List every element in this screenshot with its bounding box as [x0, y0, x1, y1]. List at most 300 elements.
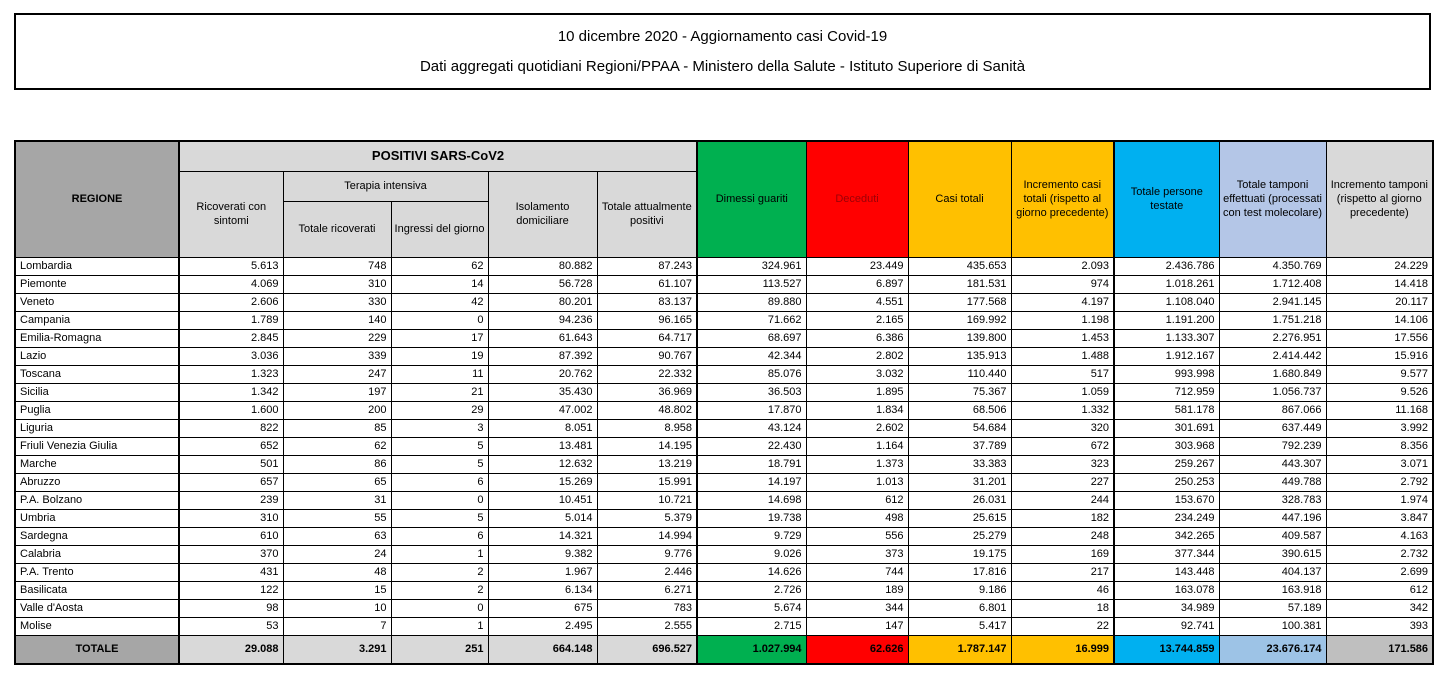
- cell-deceduti: 1.013: [806, 473, 908, 491]
- cell-totale-tamponi-effettuati: 1.680.849: [1219, 365, 1326, 383]
- cell-incremento-tamponi: 4.163: [1326, 527, 1433, 545]
- cell-dimessi-guariti: 324.961: [697, 257, 806, 275]
- cell-incremento-tamponi: 8.356: [1326, 437, 1433, 455]
- cell-ricoverati-con-sintomi: 652: [179, 437, 283, 455]
- cell-isolamento-domiciliare: 8.051: [488, 419, 597, 437]
- cell-incremento-casi-totali: 974: [1011, 275, 1114, 293]
- cell-deceduti: 1.834: [806, 401, 908, 419]
- region-name: Lombardia: [15, 257, 179, 275]
- cell-deceduti: 2.165: [806, 311, 908, 329]
- cell-terapia-totale-ricoverati: 229: [283, 329, 391, 347]
- title-box: [14, 13, 1431, 90]
- totale-totale-attualmente-positivi: 696.527: [597, 635, 697, 664]
- cell-terapia-ingressi-del-giorno: 1: [391, 545, 488, 563]
- cell-incremento-tamponi: 24.229: [1326, 257, 1433, 275]
- table-row: [15, 617, 1433, 635]
- cell-deceduti: 6.897: [806, 275, 908, 293]
- cell-terapia-ingressi-del-giorno: 62: [391, 257, 488, 275]
- region-name: P.A. Bolzano: [15, 491, 179, 509]
- region-name: Lazio: [15, 347, 179, 365]
- table-row: [15, 365, 1433, 383]
- cell-totale-tamponi-effettuati: 867.066: [1219, 401, 1326, 419]
- cell-incremento-casi-totali: 4.197: [1011, 293, 1114, 311]
- cell-totale-tamponi-effettuati: 57.189: [1219, 599, 1326, 617]
- cell-isolamento-domiciliare: 2.495: [488, 617, 597, 635]
- cell-ricoverati-con-sintomi: 657: [179, 473, 283, 491]
- cell-totale-tamponi-effettuati: 2.941.145: [1219, 293, 1326, 311]
- cell-totale-attualmente-positivi: 48.802: [597, 401, 697, 419]
- cell-totale-attualmente-positivi: 64.717: [597, 329, 697, 347]
- cell-totale-persone-testate: 712.959: [1114, 383, 1219, 401]
- cell-totale-tamponi-effettuati: 2.414.442: [1219, 347, 1326, 365]
- cell-incremento-casi-totali: 22: [1011, 617, 1114, 635]
- totale-totale-persone-testate: 13.744.859: [1114, 635, 1219, 664]
- cell-totale-attualmente-positivi: 96.165: [597, 311, 697, 329]
- cell-incremento-casi-totali: 217: [1011, 563, 1114, 581]
- cell-totale-tamponi-effettuati: 792.239: [1219, 437, 1326, 455]
- cell-incremento-tamponi: 1.974: [1326, 491, 1433, 509]
- cell-totale-attualmente-positivi: 90.767: [597, 347, 697, 365]
- cell-dimessi-guariti: 18.791: [697, 455, 806, 473]
- cell-dimessi-guariti: 42.344: [697, 347, 806, 365]
- cell-casi-totali: 31.201: [908, 473, 1011, 491]
- table-row: [15, 581, 1433, 599]
- cell-terapia-ingressi-del-giorno: 19: [391, 347, 488, 365]
- cell-dimessi-guariti: 14.698: [697, 491, 806, 509]
- cell-terapia-totale-ricoverati: 748: [283, 257, 391, 275]
- cell-terapia-ingressi-del-giorno: 6: [391, 527, 488, 545]
- cell-dimessi-guariti: 89.880: [697, 293, 806, 311]
- cell-totale-tamponi-effettuati: 4.350.769: [1219, 257, 1326, 275]
- cell-dimessi-guariti: 14.626: [697, 563, 806, 581]
- col-header-totale-tamponi: Totale tamponi effettuati (processati con test molecolare): [1219, 141, 1326, 257]
- cell-totale-attualmente-positivi: 10.721: [597, 491, 697, 509]
- cell-incremento-casi-totali: 320: [1011, 419, 1114, 437]
- totale-deceduti: 62.626: [806, 635, 908, 664]
- cell-isolamento-domiciliare: 80.882: [488, 257, 597, 275]
- cell-terapia-ingressi-del-giorno: 29: [391, 401, 488, 419]
- cell-deceduti: 4.551: [806, 293, 908, 311]
- col-header-totale-attualmente-positivi: Totale attualmente positivi: [597, 171, 697, 257]
- cell-totale-persone-testate: 163.078: [1114, 581, 1219, 599]
- cell-casi-totali: 25.279: [908, 527, 1011, 545]
- cell-terapia-totale-ricoverati: 85: [283, 419, 391, 437]
- cell-casi-totali: 25.615: [908, 509, 1011, 527]
- cell-casi-totali: 169.992: [908, 311, 1011, 329]
- col-header-totale-ricoverati: Totale ricoverati: [283, 201, 391, 257]
- cell-ricoverati-con-sintomi: 1.342: [179, 383, 283, 401]
- cell-terapia-ingressi-del-giorno: 2: [391, 581, 488, 599]
- cell-incremento-casi-totali: 1.332: [1011, 401, 1114, 419]
- region-name: Basilicata: [15, 581, 179, 599]
- cell-incremento-casi-totali: 1.488: [1011, 347, 1114, 365]
- cell-incremento-tamponi: 2.792: [1326, 473, 1433, 491]
- cell-deceduti: 556: [806, 527, 908, 545]
- cell-totale-attualmente-positivi: 2.446: [597, 563, 697, 581]
- region-name: Toscana: [15, 365, 179, 383]
- col-group-terapia-intensiva: Terapia intensiva: [283, 171, 488, 201]
- cell-deceduti: 2.802: [806, 347, 908, 365]
- cell-isolamento-domiciliare: 9.382: [488, 545, 597, 563]
- cell-terapia-totale-ricoverati: 62: [283, 437, 391, 455]
- cell-dimessi-guariti: 17.870: [697, 401, 806, 419]
- cell-terapia-totale-ricoverati: 24: [283, 545, 391, 563]
- cell-totale-persone-testate: 250.253: [1114, 473, 1219, 491]
- region-name: Emilia-Romagna: [15, 329, 179, 347]
- cell-totale-attualmente-positivi: 783: [597, 599, 697, 617]
- totale-incremento-tamponi: 171.586: [1326, 635, 1433, 664]
- cell-terapia-ingressi-del-giorno: 0: [391, 491, 488, 509]
- cell-terapia-totale-ricoverati: 7: [283, 617, 391, 635]
- cell-casi-totali: 19.175: [908, 545, 1011, 563]
- cell-terapia-totale-ricoverati: 10: [283, 599, 391, 617]
- cell-terapia-ingressi-del-giorno: 14: [391, 275, 488, 293]
- table-row: [15, 419, 1433, 437]
- table-row: [15, 257, 1433, 275]
- region-name: Veneto: [15, 293, 179, 311]
- table-row: [15, 599, 1433, 617]
- cell-totale-attualmente-positivi: 5.379: [597, 509, 697, 527]
- cell-totale-attualmente-positivi: 8.958: [597, 419, 697, 437]
- cell-terapia-totale-ricoverati: 86: [283, 455, 391, 473]
- cell-totale-attualmente-positivi: 13.219: [597, 455, 697, 473]
- cell-deceduti: 6.386: [806, 329, 908, 347]
- cell-incremento-tamponi: 612: [1326, 581, 1433, 599]
- cell-ricoverati-con-sintomi: 1.789: [179, 311, 283, 329]
- cell-incremento-tamponi: 9.526: [1326, 383, 1433, 401]
- cell-incremento-tamponi: 3.071: [1326, 455, 1433, 473]
- cell-terapia-totale-ricoverati: 339: [283, 347, 391, 365]
- cell-isolamento-domiciliare: 5.014: [488, 509, 597, 527]
- cell-ricoverati-con-sintomi: 2.606: [179, 293, 283, 311]
- cell-incremento-casi-totali: 1.198: [1011, 311, 1114, 329]
- table-row: [15, 509, 1433, 527]
- region-name: Umbria: [15, 509, 179, 527]
- table-row: [15, 383, 1433, 401]
- cell-totale-attualmente-positivi: 14.994: [597, 527, 697, 545]
- cell-incremento-tamponi: 11.168: [1326, 401, 1433, 419]
- cell-isolamento-domiciliare: 675: [488, 599, 597, 617]
- cell-terapia-totale-ricoverati: 65: [283, 473, 391, 491]
- table-row: [15, 473, 1433, 491]
- cell-dimessi-guariti: 14.197: [697, 473, 806, 491]
- title-line-2: Dati aggregati quotidiani Regioni/PPAA - Ministero della Salute - Istituto Superiore di Sanità: [419, 58, 1026, 75]
- cell-incremento-casi-totali: 323: [1011, 455, 1114, 473]
- cell-totale-persone-testate: 301.691: [1114, 419, 1219, 437]
- cell-dimessi-guariti: 5.674: [697, 599, 806, 617]
- cell-totale-tamponi-effettuati: 449.788: [1219, 473, 1326, 491]
- cell-dimessi-guariti: 22.430: [697, 437, 806, 455]
- cell-casi-totali: 54.684: [908, 419, 1011, 437]
- cell-ricoverati-con-sintomi: 822: [179, 419, 283, 437]
- cell-totale-attualmente-positivi: 9.776: [597, 545, 697, 563]
- cell-terapia-totale-ricoverati: 330: [283, 293, 391, 311]
- col-header-incremento-casi-totali: Incremento casi totali (rispetto al giorno precedente): [1011, 141, 1114, 257]
- cell-terapia-ingressi-del-giorno: 2: [391, 563, 488, 581]
- cell-deceduti: 744: [806, 563, 908, 581]
- title-line-1: 10 dicembre 2020 - Aggiornamento casi Covid-19: [557, 28, 888, 45]
- cell-incremento-casi-totali: 1.059: [1011, 383, 1114, 401]
- table-row: [15, 275, 1433, 293]
- cell-totale-persone-testate: 1.018.261: [1114, 275, 1219, 293]
- table-header: [15, 141, 1433, 257]
- cell-isolamento-domiciliare: 14.321: [488, 527, 597, 545]
- cell-terapia-totale-ricoverati: 55: [283, 509, 391, 527]
- cell-totale-tamponi-effettuati: 100.381: [1219, 617, 1326, 635]
- cell-ricoverati-con-sintomi: 3.036: [179, 347, 283, 365]
- region-name: P.A. Trento: [15, 563, 179, 581]
- cell-incremento-casi-totali: 227: [1011, 473, 1114, 491]
- cell-totale-tamponi-effettuati: 637.449: [1219, 419, 1326, 437]
- cell-incremento-tamponi: 14.106: [1326, 311, 1433, 329]
- cell-casi-totali: 6.801: [908, 599, 1011, 617]
- cell-isolamento-domiciliare: 1.967: [488, 563, 597, 581]
- region-name: Abruzzo: [15, 473, 179, 491]
- cell-terapia-ingressi-del-giorno: 11: [391, 365, 488, 383]
- cell-totale-tamponi-effettuati: 1.712.408: [1219, 275, 1326, 293]
- cell-casi-totali: 435.653: [908, 257, 1011, 275]
- cell-totale-persone-testate: 92.741: [1114, 617, 1219, 635]
- cell-casi-totali: 75.367: [908, 383, 1011, 401]
- cell-totale-attualmente-positivi: 36.969: [597, 383, 697, 401]
- region-name: Liguria: [15, 419, 179, 437]
- totale-isolamento-domiciliare: 664.148: [488, 635, 597, 664]
- cell-totale-persone-testate: 377.344: [1114, 545, 1219, 563]
- totale-row: [15, 635, 1433, 664]
- cell-isolamento-domiciliare: 94.236: [488, 311, 597, 329]
- cell-incremento-tamponi: 9.577: [1326, 365, 1433, 383]
- cell-totale-persone-testate: 993.998: [1114, 365, 1219, 383]
- col-header-casi-totali: Casi totali: [908, 141, 1011, 257]
- cell-terapia-totale-ricoverati: 140: [283, 311, 391, 329]
- cell-deceduti: 373: [806, 545, 908, 563]
- table-row: [15, 311, 1433, 329]
- cell-casi-totali: 37.789: [908, 437, 1011, 455]
- table-row: [15, 347, 1433, 365]
- cell-deceduti: 147: [806, 617, 908, 635]
- totale-terapia-ingressi-del-giorno: 251: [391, 635, 488, 664]
- cell-ricoverati-con-sintomi: 5.613: [179, 257, 283, 275]
- cell-casi-totali: 5.417: [908, 617, 1011, 635]
- cell-casi-totali: 33.383: [908, 455, 1011, 473]
- cell-terapia-ingressi-del-giorno: 5: [391, 455, 488, 473]
- cell-ricoverati-con-sintomi: 2.845: [179, 329, 283, 347]
- cell-deceduti: 498: [806, 509, 908, 527]
- cell-incremento-casi-totali: 1.453: [1011, 329, 1114, 347]
- totale-casi-totali: 1.787.147: [908, 635, 1011, 664]
- region-name: Piemonte: [15, 275, 179, 293]
- cell-deceduti: 3.032: [806, 365, 908, 383]
- totale-label: TOTALE: [15, 635, 179, 664]
- cell-incremento-casi-totali: 672: [1011, 437, 1114, 455]
- cell-dimessi-guariti: 85.076: [697, 365, 806, 383]
- cell-totale-persone-testate: 153.670: [1114, 491, 1219, 509]
- cell-incremento-tamponi: 15.916: [1326, 347, 1433, 365]
- cell-dimessi-guariti: 113.527: [697, 275, 806, 293]
- col-header-dimessi-guariti: Dimessi guariti: [697, 141, 806, 257]
- cell-totale-attualmente-positivi: 22.332: [597, 365, 697, 383]
- cell-deceduti: 1.164: [806, 437, 908, 455]
- cell-totale-persone-testate: 234.249: [1114, 509, 1219, 527]
- table-row: [15, 293, 1433, 311]
- col-header-deceduti: Deceduti: [806, 141, 908, 257]
- cell-isolamento-domiciliare: 56.728: [488, 275, 597, 293]
- cell-incremento-tamponi: 17.556: [1326, 329, 1433, 347]
- cell-terapia-ingressi-del-giorno: 42: [391, 293, 488, 311]
- cell-incremento-tamponi: 14.418: [1326, 275, 1433, 293]
- cell-incremento-casi-totali: 18: [1011, 599, 1114, 617]
- table-row: [15, 527, 1433, 545]
- col-header-ricoverati-con-sintomi: Ricoverati con sintomi: [179, 171, 283, 257]
- cell-ricoverati-con-sintomi: 53: [179, 617, 283, 635]
- cell-incremento-casi-totali: 182: [1011, 509, 1114, 527]
- cell-deceduti: 344: [806, 599, 908, 617]
- cell-incremento-casi-totali: 244: [1011, 491, 1114, 509]
- cell-casi-totali: 9.186: [908, 581, 1011, 599]
- cell-ricoverati-con-sintomi: 370: [179, 545, 283, 563]
- cell-totale-attualmente-positivi: 2.555: [597, 617, 697, 635]
- cell-totale-persone-testate: 342.265: [1114, 527, 1219, 545]
- totale-incremento-casi-totali: 16.999: [1011, 635, 1114, 664]
- cell-isolamento-domiciliare: 10.451: [488, 491, 597, 509]
- cell-totale-persone-testate: 34.989: [1114, 599, 1219, 617]
- region-name: Calabria: [15, 545, 179, 563]
- table-row: [15, 455, 1433, 473]
- table-row: [15, 545, 1433, 563]
- cell-ricoverati-con-sintomi: 4.069: [179, 275, 283, 293]
- cell-totale-persone-testate: 259.267: [1114, 455, 1219, 473]
- cell-casi-totali: 68.506: [908, 401, 1011, 419]
- cell-isolamento-domiciliare: 87.392: [488, 347, 597, 365]
- cell-totale-tamponi-effettuati: 1.056.737: [1219, 383, 1326, 401]
- cell-totale-persone-testate: 143.448: [1114, 563, 1219, 581]
- cell-totale-tamponi-effettuati: 409.587: [1219, 527, 1326, 545]
- cell-terapia-ingressi-del-giorno: 3: [391, 419, 488, 437]
- cell-deceduti: 1.895: [806, 383, 908, 401]
- cell-isolamento-domiciliare: 47.002: [488, 401, 597, 419]
- cell-terapia-totale-ricoverati: 63: [283, 527, 391, 545]
- cell-dimessi-guariti: 19.738: [697, 509, 806, 527]
- cell-casi-totali: 17.816: [908, 563, 1011, 581]
- cell-totale-tamponi-effettuati: 404.137: [1219, 563, 1326, 581]
- cell-incremento-tamponi: 342: [1326, 599, 1433, 617]
- cell-isolamento-domiciliare: 15.269: [488, 473, 597, 491]
- cell-deceduti: 23.449: [806, 257, 908, 275]
- table-body: [15, 257, 1433, 664]
- cell-isolamento-domiciliare: 6.134: [488, 581, 597, 599]
- cell-totale-tamponi-effettuati: 328.783: [1219, 491, 1326, 509]
- cell-incremento-casi-totali: 248: [1011, 527, 1114, 545]
- cell-incremento-tamponi: 393: [1326, 617, 1433, 635]
- cell-isolamento-domiciliare: 12.632: [488, 455, 597, 473]
- cell-incremento-casi-totali: 46: [1011, 581, 1114, 599]
- cell-terapia-ingressi-del-giorno: 0: [391, 599, 488, 617]
- cell-terapia-ingressi-del-giorno: 21: [391, 383, 488, 401]
- cell-ricoverati-con-sintomi: 239: [179, 491, 283, 509]
- cell-totale-tamponi-effettuati: 447.196: [1219, 509, 1326, 527]
- cell-deceduti: 1.373: [806, 455, 908, 473]
- cell-totale-persone-testate: 303.968: [1114, 437, 1219, 455]
- region-name: Puglia: [15, 401, 179, 419]
- totale-dimessi-guariti: 1.027.994: [697, 635, 806, 664]
- cell-incremento-tamponi: 2.699: [1326, 563, 1433, 581]
- cell-ricoverati-con-sintomi: 501: [179, 455, 283, 473]
- cell-isolamento-domiciliare: 20.762: [488, 365, 597, 383]
- cell-incremento-tamponi: 2.732: [1326, 545, 1433, 563]
- region-name: Sicilia: [15, 383, 179, 401]
- table-row: [15, 437, 1433, 455]
- cell-terapia-totale-ricoverati: 247: [283, 365, 391, 383]
- cell-ricoverati-con-sintomi: 431: [179, 563, 283, 581]
- cell-ricoverati-con-sintomi: 310: [179, 509, 283, 527]
- table-row: [15, 563, 1433, 581]
- cell-dimessi-guariti: 68.697: [697, 329, 806, 347]
- cell-dimessi-guariti: 9.026: [697, 545, 806, 563]
- cell-isolamento-domiciliare: 80.201: [488, 293, 597, 311]
- cell-incremento-casi-totali: 517: [1011, 365, 1114, 383]
- region-name: Marche: [15, 455, 179, 473]
- cell-totale-attualmente-positivi: 61.107: [597, 275, 697, 293]
- col-header-totale-persone-testate: Totale persone testate: [1114, 141, 1219, 257]
- cell-ricoverati-con-sintomi: 122: [179, 581, 283, 599]
- cell-terapia-totale-ricoverati: 31: [283, 491, 391, 509]
- cell-terapia-ingressi-del-giorno: 17: [391, 329, 488, 347]
- cell-terapia-ingressi-del-giorno: 0: [391, 311, 488, 329]
- cell-incremento-casi-totali: 2.093: [1011, 257, 1114, 275]
- cell-dimessi-guariti: 36.503: [697, 383, 806, 401]
- cell-incremento-casi-totali: 169: [1011, 545, 1114, 563]
- cell-dimessi-guariti: 9.729: [697, 527, 806, 545]
- cell-totale-persone-testate: 2.436.786: [1114, 257, 1219, 275]
- cell-casi-totali: 110.440: [908, 365, 1011, 383]
- cell-terapia-totale-ricoverati: 200: [283, 401, 391, 419]
- cell-dimessi-guariti: 43.124: [697, 419, 806, 437]
- cell-casi-totali: 139.800: [908, 329, 1011, 347]
- cell-totale-tamponi-effettuati: 390.615: [1219, 545, 1326, 563]
- cell-isolamento-domiciliare: 61.643: [488, 329, 597, 347]
- table-row: [15, 491, 1433, 509]
- cell-ricoverati-con-sintomi: 610: [179, 527, 283, 545]
- cell-totale-attualmente-positivi: 87.243: [597, 257, 697, 275]
- cell-totale-tamponi-effettuati: 163.918: [1219, 581, 1326, 599]
- col-header-ingressi-del-giorno: Ingressi del giorno: [391, 201, 488, 257]
- cell-dimessi-guariti: 2.726: [697, 581, 806, 599]
- region-name: Friuli Venezia Giulia: [15, 437, 179, 455]
- cell-totale-attualmente-positivi: 15.991: [597, 473, 697, 491]
- cell-totale-attualmente-positivi: 83.137: [597, 293, 697, 311]
- totale-terapia-totale-ricoverati: 3.291: [283, 635, 391, 664]
- cell-casi-totali: 26.031: [908, 491, 1011, 509]
- col-group-positivi-sars-cov2: POSITIVI SARS-CoV2: [179, 141, 697, 171]
- cell-terapia-totale-ricoverati: 48: [283, 563, 391, 581]
- cell-totale-persone-testate: 1.108.040: [1114, 293, 1219, 311]
- cell-isolamento-domiciliare: 13.481: [488, 437, 597, 455]
- cell-totale-tamponi-effettuati: 1.751.218: [1219, 311, 1326, 329]
- cell-isolamento-domiciliare: 35.430: [488, 383, 597, 401]
- cell-terapia-totale-ricoverati: 197: [283, 383, 391, 401]
- col-header-isolamento-domiciliare: Isolamento domiciliare: [488, 171, 597, 257]
- cell-terapia-ingressi-del-giorno: 5: [391, 437, 488, 455]
- cell-incremento-tamponi: 20.117: [1326, 293, 1433, 311]
- cell-dimessi-guariti: 2.715: [697, 617, 806, 635]
- cell-ricoverati-con-sintomi: 1.600: [179, 401, 283, 419]
- table-row: [15, 329, 1433, 347]
- cell-totale-tamponi-effettuati: 443.307: [1219, 455, 1326, 473]
- cell-dimessi-guariti: 71.662: [697, 311, 806, 329]
- region-name: Valle d'Aosta: [15, 599, 179, 617]
- cell-deceduti: 612: [806, 491, 908, 509]
- cell-incremento-tamponi: 3.847: [1326, 509, 1433, 527]
